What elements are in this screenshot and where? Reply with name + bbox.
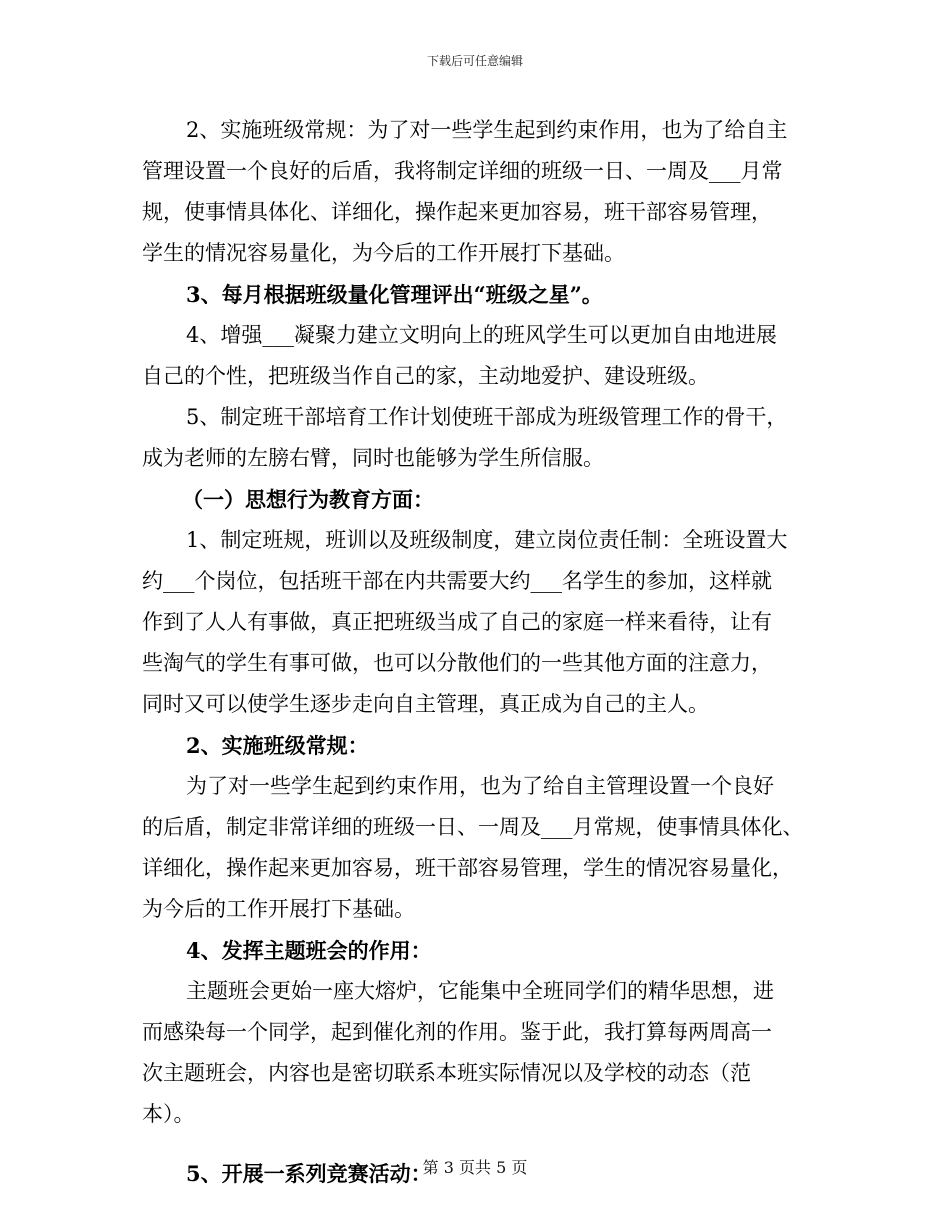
text-line: 本）。 [142, 1102, 195, 1126]
text-line: 为今后的工作开展打下基础。 [142, 897, 415, 921]
subheading-routine [142, 725, 832, 766]
text-line: 作到了人人有事做，真正把班级当成了自己的家庭一样来看待，让有 [142, 610, 772, 634]
text-line: 的后盾，制定非常详细的班级一日、一周及___月常规，使事情具体化、 [142, 815, 804, 839]
text-line: 约___个岗位，包括班干部在内共需要大约___名学生的参加，这样就 [142, 569, 772, 593]
paragraph-cohesion [142, 315, 832, 397]
page-header: 下载后可任意编辑 [426, 54, 523, 68]
text-line: 5、开展一系列竞赛活动： [186, 1161, 432, 1186]
paragraph-class-star [142, 274, 832, 315]
text-line: 自己的个性，把班级当作自己的家，主动地爱护、建设班级。 [142, 364, 709, 388]
text-line: 规，使事情具体化、详细化，操作起来更加容易，班干部容易管理， [142, 200, 772, 224]
text-line: 同时又可以使学生逐步走向自主管理，真正成为自己的主人。 [142, 692, 709, 716]
text-line: 5、制定班干部培育工作计划使班干部成为班级管理工作的骨干， [186, 405, 788, 429]
paragraph-theme-meeting [142, 971, 832, 1135]
text-line: 4、发挥主题班会的作用： [186, 938, 432, 963]
paragraph-routine-plan [142, 110, 832, 274]
text-line: 次主题班会，内容也是密切联系本班实际情况以及学校的动态（范 [142, 1061, 751, 1085]
text-line: 3、每月根据班级量化管理评出“班级之星”。 [186, 282, 603, 307]
text-line: （一）思想行为教育方面： [182, 487, 434, 512]
text-line: 为了对一些学生起到约束作用，也为了给自主管理设置一个良好 [186, 774, 774, 798]
text-line: 1、制定班规，班训以及班级制度，建立岗位责任制：全班设置大 [186, 528, 788, 552]
text-line: 些淘气的学生有事可做，也可以分散他们的一些其他方面的注意力， [142, 651, 772, 675]
subheading-theme-meeting [142, 930, 832, 971]
text-line: 成为老师的左膀右臂，同时也能够为学生所信服。 [142, 446, 604, 470]
paragraph-class-rules [142, 520, 832, 725]
text-line: 学生的情况容易量化，为今后的工作开展打下基础。 [142, 241, 625, 265]
text-line: 2、实施班级常规： [186, 733, 369, 758]
page-footer: 第 3 页共 5 页 [422, 1158, 528, 1177]
text-line: 管理设置一个良好的后盾，我将制定详细的班级一日、一周及___月常 [142, 159, 783, 183]
section-heading-ideology [142, 479, 832, 520]
text-line: 而感染每一个同学，起到催化剂的作用。鉴于此，我打算每两周高一 [142, 1020, 772, 1044]
text-line: 主题班会更始一座大熔炉，它能集中全班同学们的精华思想，进 [186, 979, 774, 1003]
paragraph-cadre-training [142, 397, 832, 479]
document-body [142, 110, 832, 1194]
text-line: 详细化，操作起来更加容易，班干部容易管理，学生的情况容易量化， [142, 856, 793, 880]
text-line: 2、实施班级常规：为了对一些学生起到约束作用，也为了给自主 [186, 118, 788, 142]
text-line: 4、增强___凝聚力建立文明向上的班风学生可以更加自由地进展 [186, 323, 777, 347]
paragraph-routine-detail [142, 766, 832, 930]
